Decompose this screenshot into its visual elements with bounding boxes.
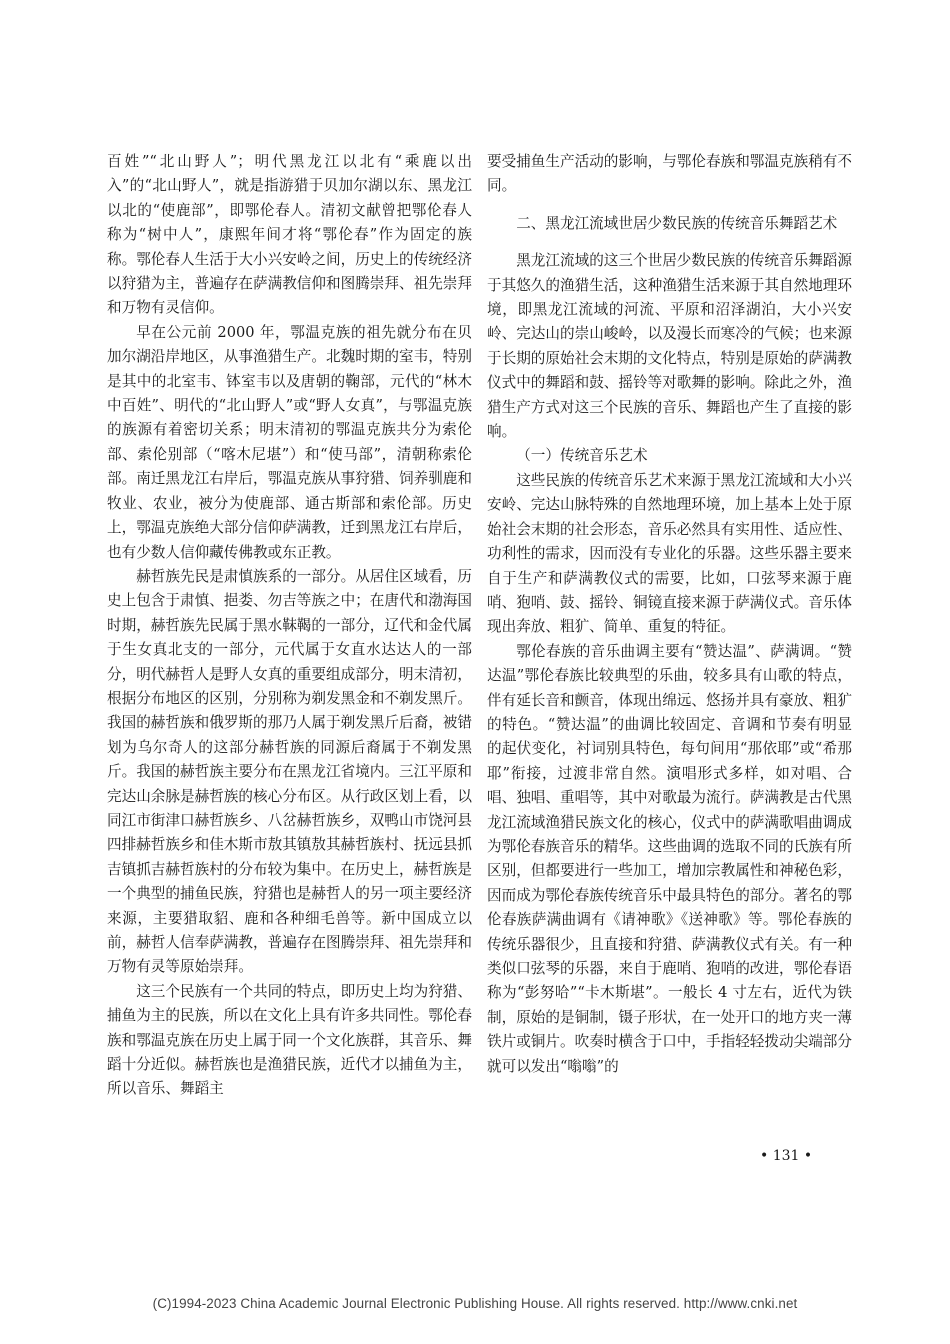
- paragraph: 赫哲族先民是肃慎族系的一部分。从居住区域看，历史上包含于肃慎、挹娄、勿吉等族之中；在唐代和渤海国时期，赫哲族先民属于黑水靺鞨的一部分，辽代和金代属于生女真北支的一部分，元代属于女直水达达人的一部分，明代赫哲人是野人女真的重要组成部分，明末清初，根据分布地区的区别，分别称为剃发黑金和不剃发黑斤。我国的赫哲族和俄罗斯的那乃人属于剃发黑斤后裔，被错划为乌尔奇人的这部分赫哲族的同源后裔属于不剃发黑斤。我国的赫哲族主要分布在黑龙江省境内。三江平原和完达山余脉是赫哲族的核心分布区。从行政区划上看，以同江市街津口赫哲族乡、八岔赫哲族乡，双鸭山市饶河县四排赫哲族乡和佳木斯市敖其镇敖其赫哲族村、抚远县抓吉镇抓吉赫哲族村的分布较为集中。在历史上，赫哲族是一个典型的捕鱼民族，狩猎也是赫哲人的另一项主要经济来源，主要猎取貂、鹿和各种细毛兽等。新中国成立以前，赫哲人信奉萨满教，普遍存在图腾崇拜、祖先崇拜和万物有灵等原始崇拜。: [107, 567, 472, 976]
- paragraph: 鄂伦春族的音乐曲调主要有“赞达温”、萨满调。“赞达温”鄂伦春族比较典型的乐曲，较多具有山歌的特点，伴有延长音和颤音，体现出绵远、悠扬并具有豪放、粗犷的特色。“赞达温”的曲调比较固定、音调和节奏有明显的起伏变化，衬词别具特色，每句间用“那依耶”或“希那耶”衔接，过渡非常自然。演唱形式多样，如对唱、合唱、独唱、重唱等，其中对歌最为流行。萨满教是古代黑龙江流域渔猎民族文化的核心，仪式中的萨满歌唱曲调成为鄂伦春族音乐的精华。这些曲调的选取不同的氏族有所区别，但都要进行一些加工，增加宗教属性和神秘色彩，因而成为鄂伦春族传统音乐中最具特色的部分。著名的鄂伦春族萨满曲调有《请神歌》《送神歌》等。鄂伦春族的传统乐器很少，且直接和狩猎、萨满教仪式有关。有一种类似口弦琴的乐器，来自于鹿哨、狍哨的改进，鄂伦春语称为“彭努哈”“卡木斯堪”。一般长 4 寸左右，近代为铁制，原始的是铜制，镊子形状，在一处开口的地方夹一薄铁片或铜片。吹奏时横含于口中，手指轻轻拨动尖端部分就可以发出“嗡嗡”的: [487, 642, 852, 1075]
- copyright-footer: (C)1994-2023 China Academic Journal Electronic Publishing House. All rights reserved. http://www.cnki.net: [152, 1296, 798, 1311]
- paragraph: 黑龙江流域的这三个世居少数民族的传统音乐舞蹈源于其悠久的渔猎生活，这种渔猎生活来源于其自然地理环境，即黑龙江流域的河流、平原和沼泽湖泊，大小兴安岭、完达山的崇山峻岭，以及漫长而寒冷的气候；也来源于长期的原始社会末期的文化特点，特别是原始的萨满教仪式中的舞蹈和鼓、摇铃等对歌舞的影响。除此之外，渔猎生产方式对这三个民族的音乐、舞蹈也产生了直接的影响。: [487, 252, 852, 441]
- paragraph: 要受捕鱼生产活动的影响，与鄂伦春族和鄂温克族稍有不同。: [487, 153, 852, 195]
- right-column: [487, 150, 852, 1079]
- paragraph: 早在公元前 2000 年，鄂温克族的祖先就分布在贝加尔湖沿岸地区，从事渔猎生产。北魏时期的室韦，特别是其中的北室韦、钵室韦以及唐朝的鞠部，元代的“林木中百姓”、明代的“北山野人”或“野人女真”，与鄂温克族的族源有着密切关系；明末清初的鄂温克族共分为索伦部、索伦别部（“喀木尼堪”）和“使马部”，清朝称索伦部。南迁黑龙江右岸后，鄂温克族从事狩猎、饲养驯鹿和牧业、农业，被分为使鹿部、通古斯部和索伦部。历史上，鄂温克族绝大部分信仰萨满教，迁到黑龙江右岸后，也有少数人信仰藏传佛教或东正教。: [107, 323, 472, 561]
- left-column: [107, 150, 472, 1102]
- paragraph: 这三个民族有一个共同的特点，即历史上均为狩猎、捕鱼为主的民族，所以在文化上具有许多共同性。鄂伦春族和鄂温克族在历史上属于同一个文化族群，其音乐、舞蹈十分近似。赫哲族也是渔猎民族，近代才以捕鱼为主，所以音乐、舞蹈主: [107, 982, 472, 1098]
- paragraph: 这些民族的传统音乐艺术来源于黑龙江流域和大小兴安岭、完达山脉特殊的自然地理环境，加上基本上处于原始社会末期的社会形态，音乐必然具有实用性、适应性、功利性的需求，因而没有专业化的乐器。这些乐器主要来自于生产和萨满教仪式的需要，比如，口弦琴来源于鹿哨、狍哨、鼓、摇铃、铜镜直接来源于萨满仪式。音乐体现出奔放、粗犷、简单、重复的特征。: [487, 471, 852, 636]
- subsection-heading: （一）传统音乐艺术: [516, 447, 648, 465]
- paragraph: 百姓”“北山野人”；明代黑龙江以北有“乘鹿以出入”的“北山野人”，就是指游猎于贝加尔湖以东、黑龙江以北的“使鹿部”，即鄂伦春人。清初文献曾把鄂伦春人称为“树中人”，康熙年间才将“鄂伦春”作为固定的族称。鄂伦春人生活于大小兴安岭之间，历史上的传统经济以狩猎为主，普遍存在萨满教信仰和图腾崇拜、祖先崇拜和万物有灵信仰。: [107, 153, 472, 317]
- page-number: • 131 •: [760, 1148, 813, 1164]
- section-heading: 二、黑龙江流域世居少数民族的传统音乐舞蹈艺术: [516, 214, 838, 232]
